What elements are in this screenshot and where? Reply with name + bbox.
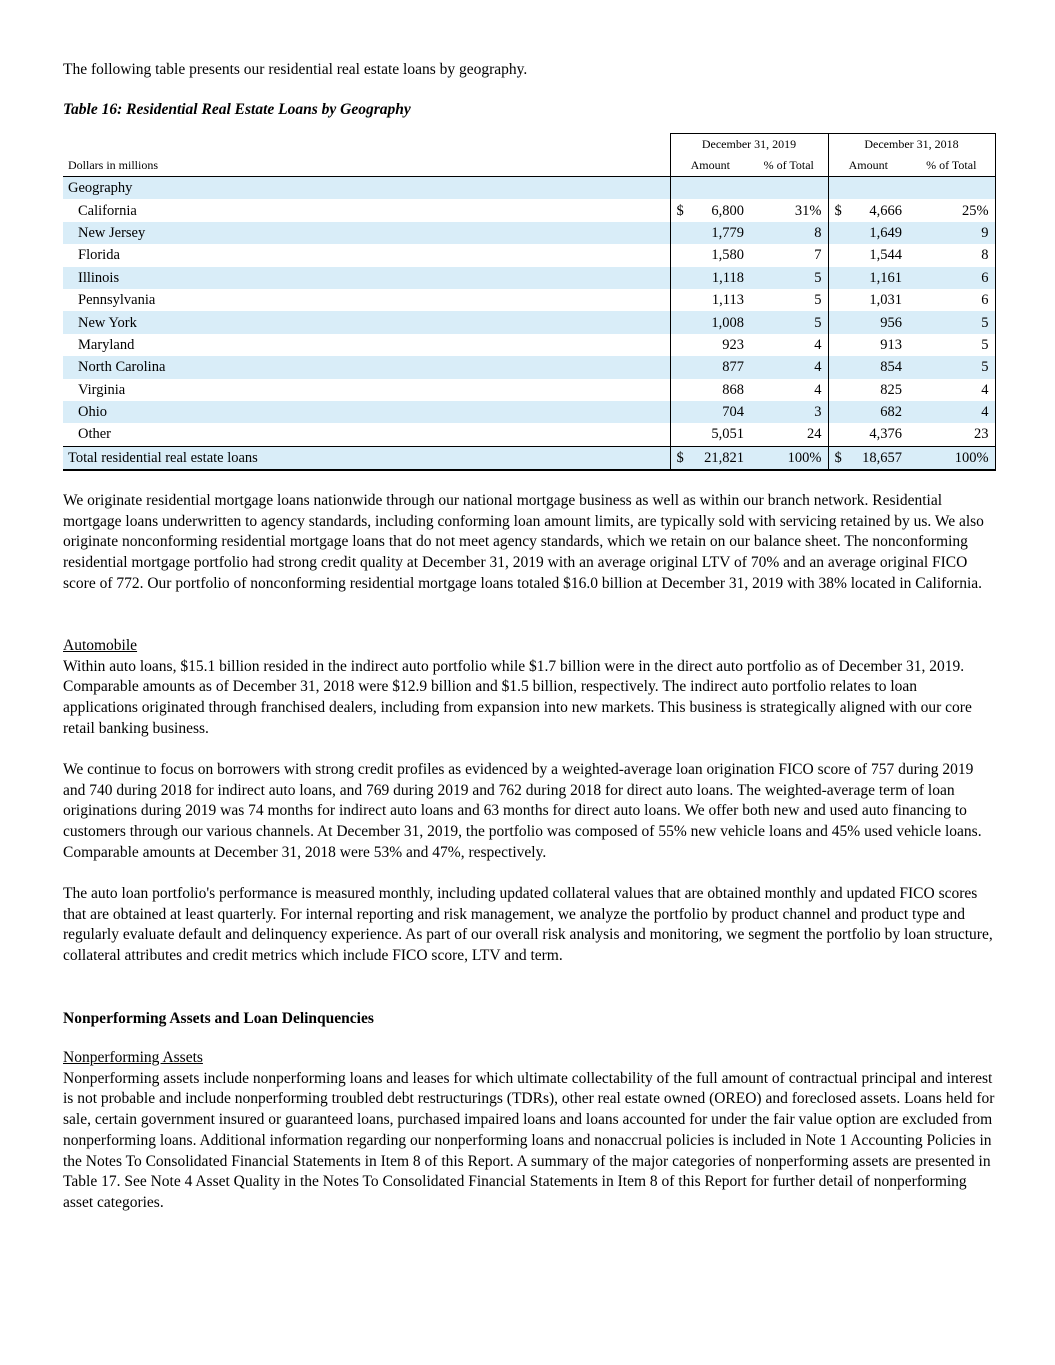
table-row: [63, 334, 995, 356]
pct-2019-header: % of Total: [763, 158, 814, 172]
units-label: Dollars in millions: [68, 158, 158, 172]
amount-2019: 6,800: [711, 202, 744, 219]
amount-2019: 704: [690, 401, 750, 423]
currency-symbol: $: [828, 446, 848, 470]
row-label: Ohio: [63, 401, 670, 423]
currency-symbol: $: [828, 199, 848, 221]
pct-2018: 8: [908, 244, 995, 266]
row-label: Maryland: [78, 336, 135, 353]
row-label: Illinois: [63, 267, 670, 289]
amount-2019: 923: [722, 336, 744, 353]
currency-symbol: $: [670, 199, 690, 221]
amount-2019: 1,008: [690, 311, 750, 333]
row-label: New Jersey: [63, 222, 670, 244]
table-title: Table 16: Residential Real Estate Loans by Geography: [63, 101, 411, 118]
pct-2018: 4: [908, 401, 995, 423]
amount-2018: 1,649: [848, 222, 908, 244]
amount-2018: 4,666: [869, 202, 903, 219]
amount-2018: 913: [880, 336, 903, 353]
pct-2019: 7: [814, 247, 822, 264]
total-label: Total residential real estate loans: [63, 446, 670, 470]
table-row: [63, 267, 995, 289]
total-amount-2018: 18,657: [848, 446, 908, 470]
automobile-heading: Automobile: [63, 637, 138, 654]
pct-2019: 8: [750, 222, 828, 244]
pct-2019: 5: [814, 292, 822, 309]
total-amount-2019: 21,821: [690, 446, 750, 470]
amount-2019: 5,051: [711, 426, 744, 443]
row-label: California: [78, 202, 137, 219]
intro-sentence: The following table presents our residential real estate loans by geography.: [63, 61, 528, 78]
nonperforming-paragraph: Nonperforming assets include nonperforming loans and leases for which ultimate collectability of the full amount of contractual principal and interest is not probable and include nonperforming troubled debt restructurings (TDRs), other real estate owned (OREO) and foreclosed assets. Loans held for sale, certain government insured or guaranteed loans, purchased impaired loans and loans accounted for under the fair value option are excluded from nonperforming loans. Additional information regarding our nonperforming loans and nonaccrual policies is included in Note 1 Accounting Policies in the Notes To Consolidated Financial Statements in Item 8 of this Report. A summary of the major categories of nonperforming assets are presented in Table 17. See Note 4 Asset Quality in the Notes To Consolidated Financial Statements in Item 8 of this Report for further detail of nonperforming asset categories.: [63, 1069, 995, 1211]
table-row: [63, 311, 995, 333]
pct-2018: 5: [908, 334, 995, 356]
amount-2018: 682: [848, 401, 908, 423]
pct-2019: 3: [750, 401, 828, 423]
amount-2018: 1,031: [869, 292, 903, 309]
row-label: North Carolina: [63, 356, 670, 378]
amount-2019: 1,779: [690, 222, 750, 244]
credit-profile-paragraph: We continue to focus on borrowers with strong credit profiles as evidenced by a weighted-average loan origination FICO score of 757 during 2019 and 740 during 2018 for indirect auto loans, and 769 during 2019 and 762 during 2018 for direct auto loans. The weighted-average term of loan originations during 2019 was 74 months for indirect auto loans and 63 months for direct auto loans. We offer both new and used auto financing to customers through our various channels. At December 31, 2019, the portfolio was composed of 55% new vehicle loans and 45% used vehicle loans. Comparable amounts at December 31, 2018 were 53% and 47%, respectively.: [63, 761, 982, 861]
amount-2019: 1,580: [711, 247, 744, 264]
auto-portfolio-paragraph: Within auto loans, $15.1 billion resided in the indirect auto portfolio while $1.7 billion were in the direct auto portfolio as of December 31, 2019. Comparable amounts as of December 31, 2018 were $12.9 billion and $1.5 billion, respectively. The indirect auto portfolio relates to loan applications originated through franchised dealers, including from expansion into new markets. This business is strategically aligned with our core retail banking business.: [63, 657, 972, 737]
pct-2019: 5: [750, 267, 828, 289]
pct-2018: 5: [908, 356, 995, 378]
amount-2018: 1,161: [848, 267, 908, 289]
pct-2018: 5: [908, 311, 995, 333]
pct-2018: 25%: [908, 199, 995, 221]
amount-2019: 1,113: [711, 292, 744, 309]
amount-2018-header: Amount: [828, 155, 908, 177]
table-row: [63, 401, 995, 423]
pct-2019: 4: [814, 336, 822, 353]
table-row: [63, 379, 995, 401]
amount-2018: 4,376: [869, 426, 903, 443]
pct-2018: 23: [908, 423, 995, 446]
row-label: Florida: [78, 247, 120, 264]
nonperforming-heading: Nonperforming Assets and Loan Delinquencies: [63, 1010, 374, 1027]
amount-2019-header: Amount: [670, 155, 750, 177]
pct-2019: 4: [814, 381, 822, 398]
row-label: Pennsylvania: [78, 292, 156, 309]
section-row: [63, 177, 995, 200]
pct-2018: 6: [908, 289, 995, 311]
amount-2018: 854: [848, 356, 908, 378]
pct-2018: 4: [908, 379, 995, 401]
table-header-columns: [63, 155, 995, 177]
pct-2019: 24: [807, 426, 822, 443]
table-row: [63, 199, 995, 221]
amount-2019: 877: [690, 356, 750, 378]
pct-2019: 5: [750, 311, 828, 333]
amount-2018: 1,544: [869, 247, 903, 264]
table-row: [63, 289, 995, 311]
amount-2019: 1,118: [690, 267, 750, 289]
total-pct-2019: 100%: [750, 446, 828, 470]
period-2018-header: December 31, 2018: [828, 134, 995, 156]
total-pct-2018: 100%: [908, 446, 995, 470]
row-label: Other: [78, 426, 112, 443]
auto-performance-paragraph: The auto loan portfolio's performance is measured monthly, including updated collateral values that are obtained monthly and updated FICO scores that are obtained at least quarterly. For internal reporting and risk management, we analyze the portfolio by product channel and product type and regularly evaluate default and delinquency experience. As part of our overall risk analysis and monitoring, we segment the portfolio by loan structure, collateral attributes and credit metrics which include FICO score, LTV and term.: [63, 885, 993, 965]
amount-2018: 956: [848, 311, 908, 333]
mortgage-paragraph: We originate residential mortgage loans nationwide through our national mortgage business as well as within our branch network. Residential mortgage loans underwritten to agency standards, including conforming loan amount limits, are typically sold with servicing retained by us. We also originate nonconforming residential mortgage loans that do not meet agency standards, which we retain on our balance sheet. The nonconforming residential mortgage portfolio had strong credit quality at December 31, 2019 with an average original LTV of 70% and an average original FICO score of 772. Our portfolio of nonconforming residential mortgage loans totaled $16.0 billion at December 31, 2019 with 38% located in California.: [63, 492, 984, 592]
currency-symbol: $: [670, 446, 690, 470]
row-label: New York: [63, 311, 670, 333]
amount-2018: 825: [880, 381, 903, 398]
table-row: [63, 423, 995, 446]
pct-2018: 9: [908, 222, 995, 244]
pct-2018-header: % of Total: [908, 155, 995, 177]
pct-2019: 4: [750, 356, 828, 378]
table-row: [63, 356, 995, 378]
automobile-section: [63, 636, 995, 740]
table-row: [63, 244, 995, 266]
residential-loans-table: [63, 133, 996, 471]
table-header-periods: [63, 134, 995, 156]
row-label: Virginia: [78, 381, 126, 398]
table-row: [63, 222, 995, 244]
pct-2019: 31%: [794, 202, 822, 219]
section-label: Geography: [63, 177, 670, 200]
pct-2018: 6: [908, 267, 995, 289]
nonperforming-section: [63, 1048, 995, 1214]
nonperforming-subheading: Nonperforming Assets: [63, 1049, 203, 1066]
total-row: [63, 446, 995, 470]
period-2019-header: December 31, 2019: [670, 134, 828, 156]
amount-2019: 868: [722, 381, 744, 398]
